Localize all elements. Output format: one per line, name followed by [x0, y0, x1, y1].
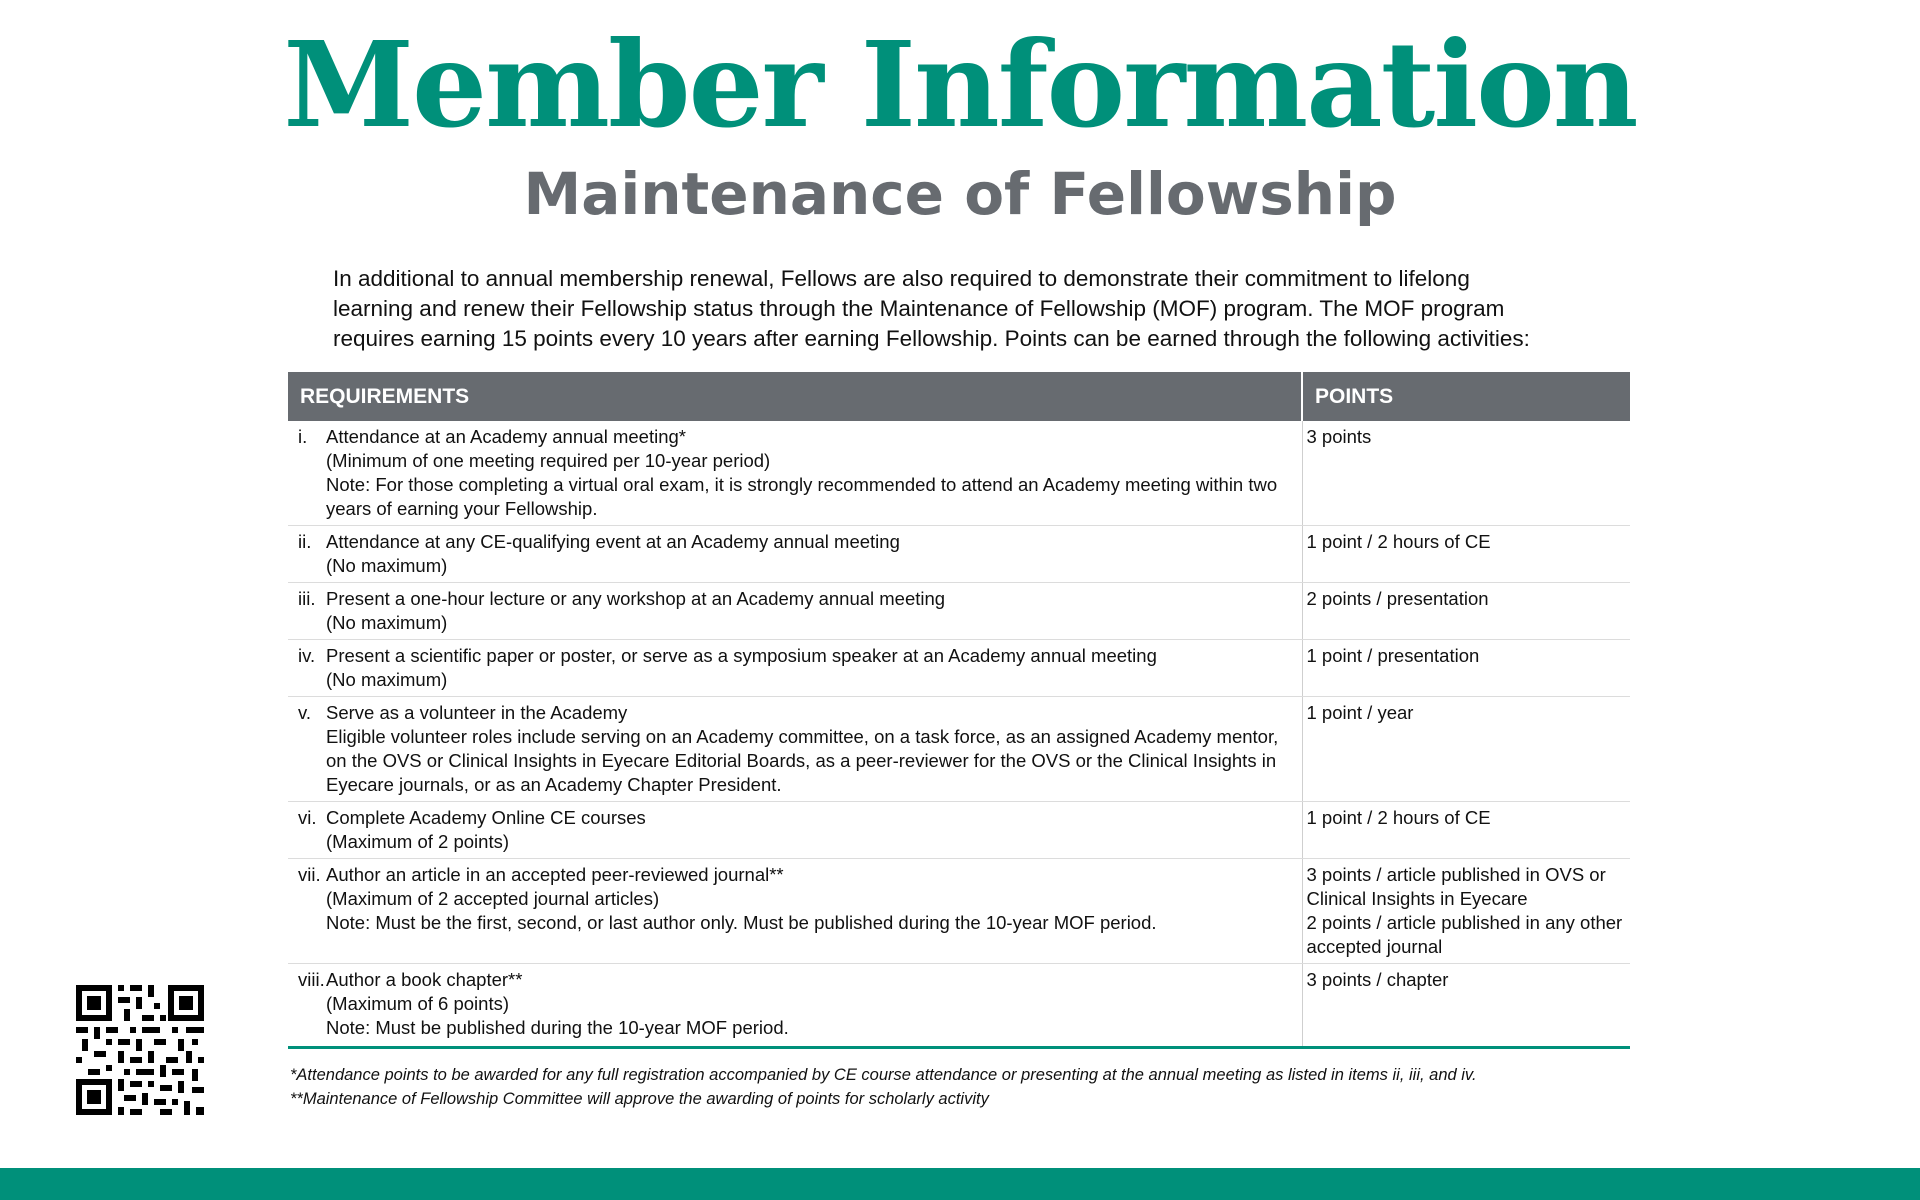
- requirement-cell: [288, 526, 1302, 583]
- qr-code-icon[interactable]: [76, 985, 204, 1115]
- points-line: 1 point / 2 hours of CE: [1306, 807, 1491, 828]
- points-line: 1 point / year: [1306, 702, 1414, 723]
- requirement-line: (No maximum): [326, 669, 448, 690]
- footer-accent-bar: [0, 1168, 1920, 1200]
- points-cell: [1302, 421, 1630, 526]
- points-line: 1 point / presentation: [1306, 645, 1480, 666]
- intro-line: learning and renew their Fellowship status through the Maintenance of Fellowship (MOF) program. The MOF program: [333, 296, 1505, 321]
- requirement-cell: [288, 640, 1302, 697]
- table-row: [288, 640, 1630, 697]
- requirement-line: (No maximum): [326, 555, 448, 576]
- table-row: [288, 421, 1630, 526]
- requirement-line: (No maximum): [326, 612, 448, 633]
- requirement-cell: [288, 421, 1302, 526]
- requirement-line: Note: Must be the first, second, or last author only. Must be published during the 10-year MOF period.: [326, 912, 1157, 933]
- requirement-number: iii.: [298, 588, 316, 609]
- requirement-line: Note: For those completing a virtual oral exam, it is strongly recommended to attend an Academy meeting within two years of earning your Fellowship.: [326, 474, 1278, 519]
- requirement-cell: [288, 964, 1302, 1048]
- points-cell: [1302, 697, 1630, 802]
- requirement-line: (Minimum of one meeting required per 10-year period): [326, 450, 771, 471]
- requirement-number: v.: [298, 702, 312, 723]
- requirement-line: Attendance at an Academy annual meeting*: [326, 426, 686, 447]
- requirement-cell: [288, 859, 1302, 964]
- requirement-line: Author a book chapter**: [326, 969, 523, 990]
- points-line: 2 points / presentation: [1306, 588, 1489, 609]
- footnotes: [290, 1063, 1690, 1111]
- requirement-number: ii.: [298, 531, 312, 552]
- requirement-line: Present a one-hour lecture or any workshop at an Academy annual meeting: [326, 588, 946, 609]
- page-subtitle: Maintenance of Fellowship: [523, 160, 1397, 228]
- requirement-cell: [288, 697, 1302, 802]
- requirement-line: Note: Must be published during the 10-year MOF period.: [326, 1017, 789, 1038]
- points-cell: [1302, 640, 1630, 697]
- table-row: [288, 697, 1630, 802]
- table-row: [288, 583, 1630, 640]
- points-line: 2 points / article published in any other accepted journal: [1306, 912, 1623, 957]
- requirement-line: (Maximum of 2 points): [326, 831, 509, 852]
- requirement-line: Eligible volunteer roles include serving on an Academy committee, on a task force, as an assigned Academy mentor, on the OVS or Clinical Insights in Eyecare Editorial Boards, as a peer-reviewer for the OVS or the Clinical Insights in Eyecare journals, or as an Academy Chapter President.: [326, 726, 1279, 795]
- points-cell: [1302, 583, 1630, 640]
- requirement-number: viii.: [298, 969, 325, 990]
- requirement-line: (Maximum of 6 points): [326, 993, 509, 1014]
- requirement-number: iv.: [298, 645, 316, 666]
- table-row: [288, 859, 1630, 964]
- requirement-cell: [288, 802, 1302, 859]
- points-line: 3 points / chapter: [1306, 969, 1449, 990]
- requirements-column-header: REQUIREMENTS: [288, 372, 1302, 421]
- requirement-line: Present a scientific paper or poster, or serve as a symposium speaker at an Academy annual meeting: [326, 645, 1157, 666]
- points-cell: [1302, 859, 1630, 964]
- requirement-line: Complete Academy Online CE courses: [326, 807, 646, 828]
- footnote-attendance: *Attendance points to be awarded for any full registration accompanied by CE course attendance or presenting at the annual meeting as listed in items ii, iii, and iv.: [290, 1066, 1477, 1084]
- intro-paragraph: [333, 264, 1633, 354]
- requirement-cell: [288, 583, 1302, 640]
- requirements-table: [288, 372, 1630, 1049]
- requirement-line: Serve as a volunteer in the Academy: [326, 702, 628, 723]
- footnote-scholarly: **Maintenance of Fellowship Committee will approve the awarding of points for scholarly activity: [290, 1090, 989, 1108]
- requirement-line: Attendance at any CE-qualifying event at an Academy annual meeting: [326, 531, 900, 552]
- table-header-row: [288, 372, 1630, 421]
- intro-line: In additional to annual membership renewal, Fellows are also required to demonstrate their commitment to lifelong: [333, 266, 1470, 291]
- points-line: 3 points: [1306, 426, 1372, 447]
- requirement-line: (Maximum of 2 accepted journal articles): [326, 888, 660, 909]
- requirement-number: vi.: [298, 807, 317, 828]
- requirement-number: vii.: [298, 864, 321, 885]
- points-line: 1 point / 2 hours of CE: [1306, 531, 1491, 552]
- table-row: [288, 526, 1630, 583]
- points-cell: [1302, 802, 1630, 859]
- points-cell: [1302, 526, 1630, 583]
- table-row: [288, 964, 1630, 1048]
- points-line: 3 points / article published in OVS or Clinical Insights in Eyecare: [1306, 864, 1606, 909]
- table-row: [288, 802, 1630, 859]
- page-title: Member Information: [283, 15, 1637, 154]
- points-column-header: POINTS: [1302, 372, 1630, 421]
- points-cell: [1302, 964, 1630, 1048]
- intro-line: requires earning 15 points every 10 years after earning Fellowship. Points can be earned through the following activities:: [333, 326, 1530, 351]
- requirement-line: Author an article in an accepted peer-reviewed journal**: [326, 864, 784, 885]
- requirement-number: i.: [298, 426, 308, 447]
